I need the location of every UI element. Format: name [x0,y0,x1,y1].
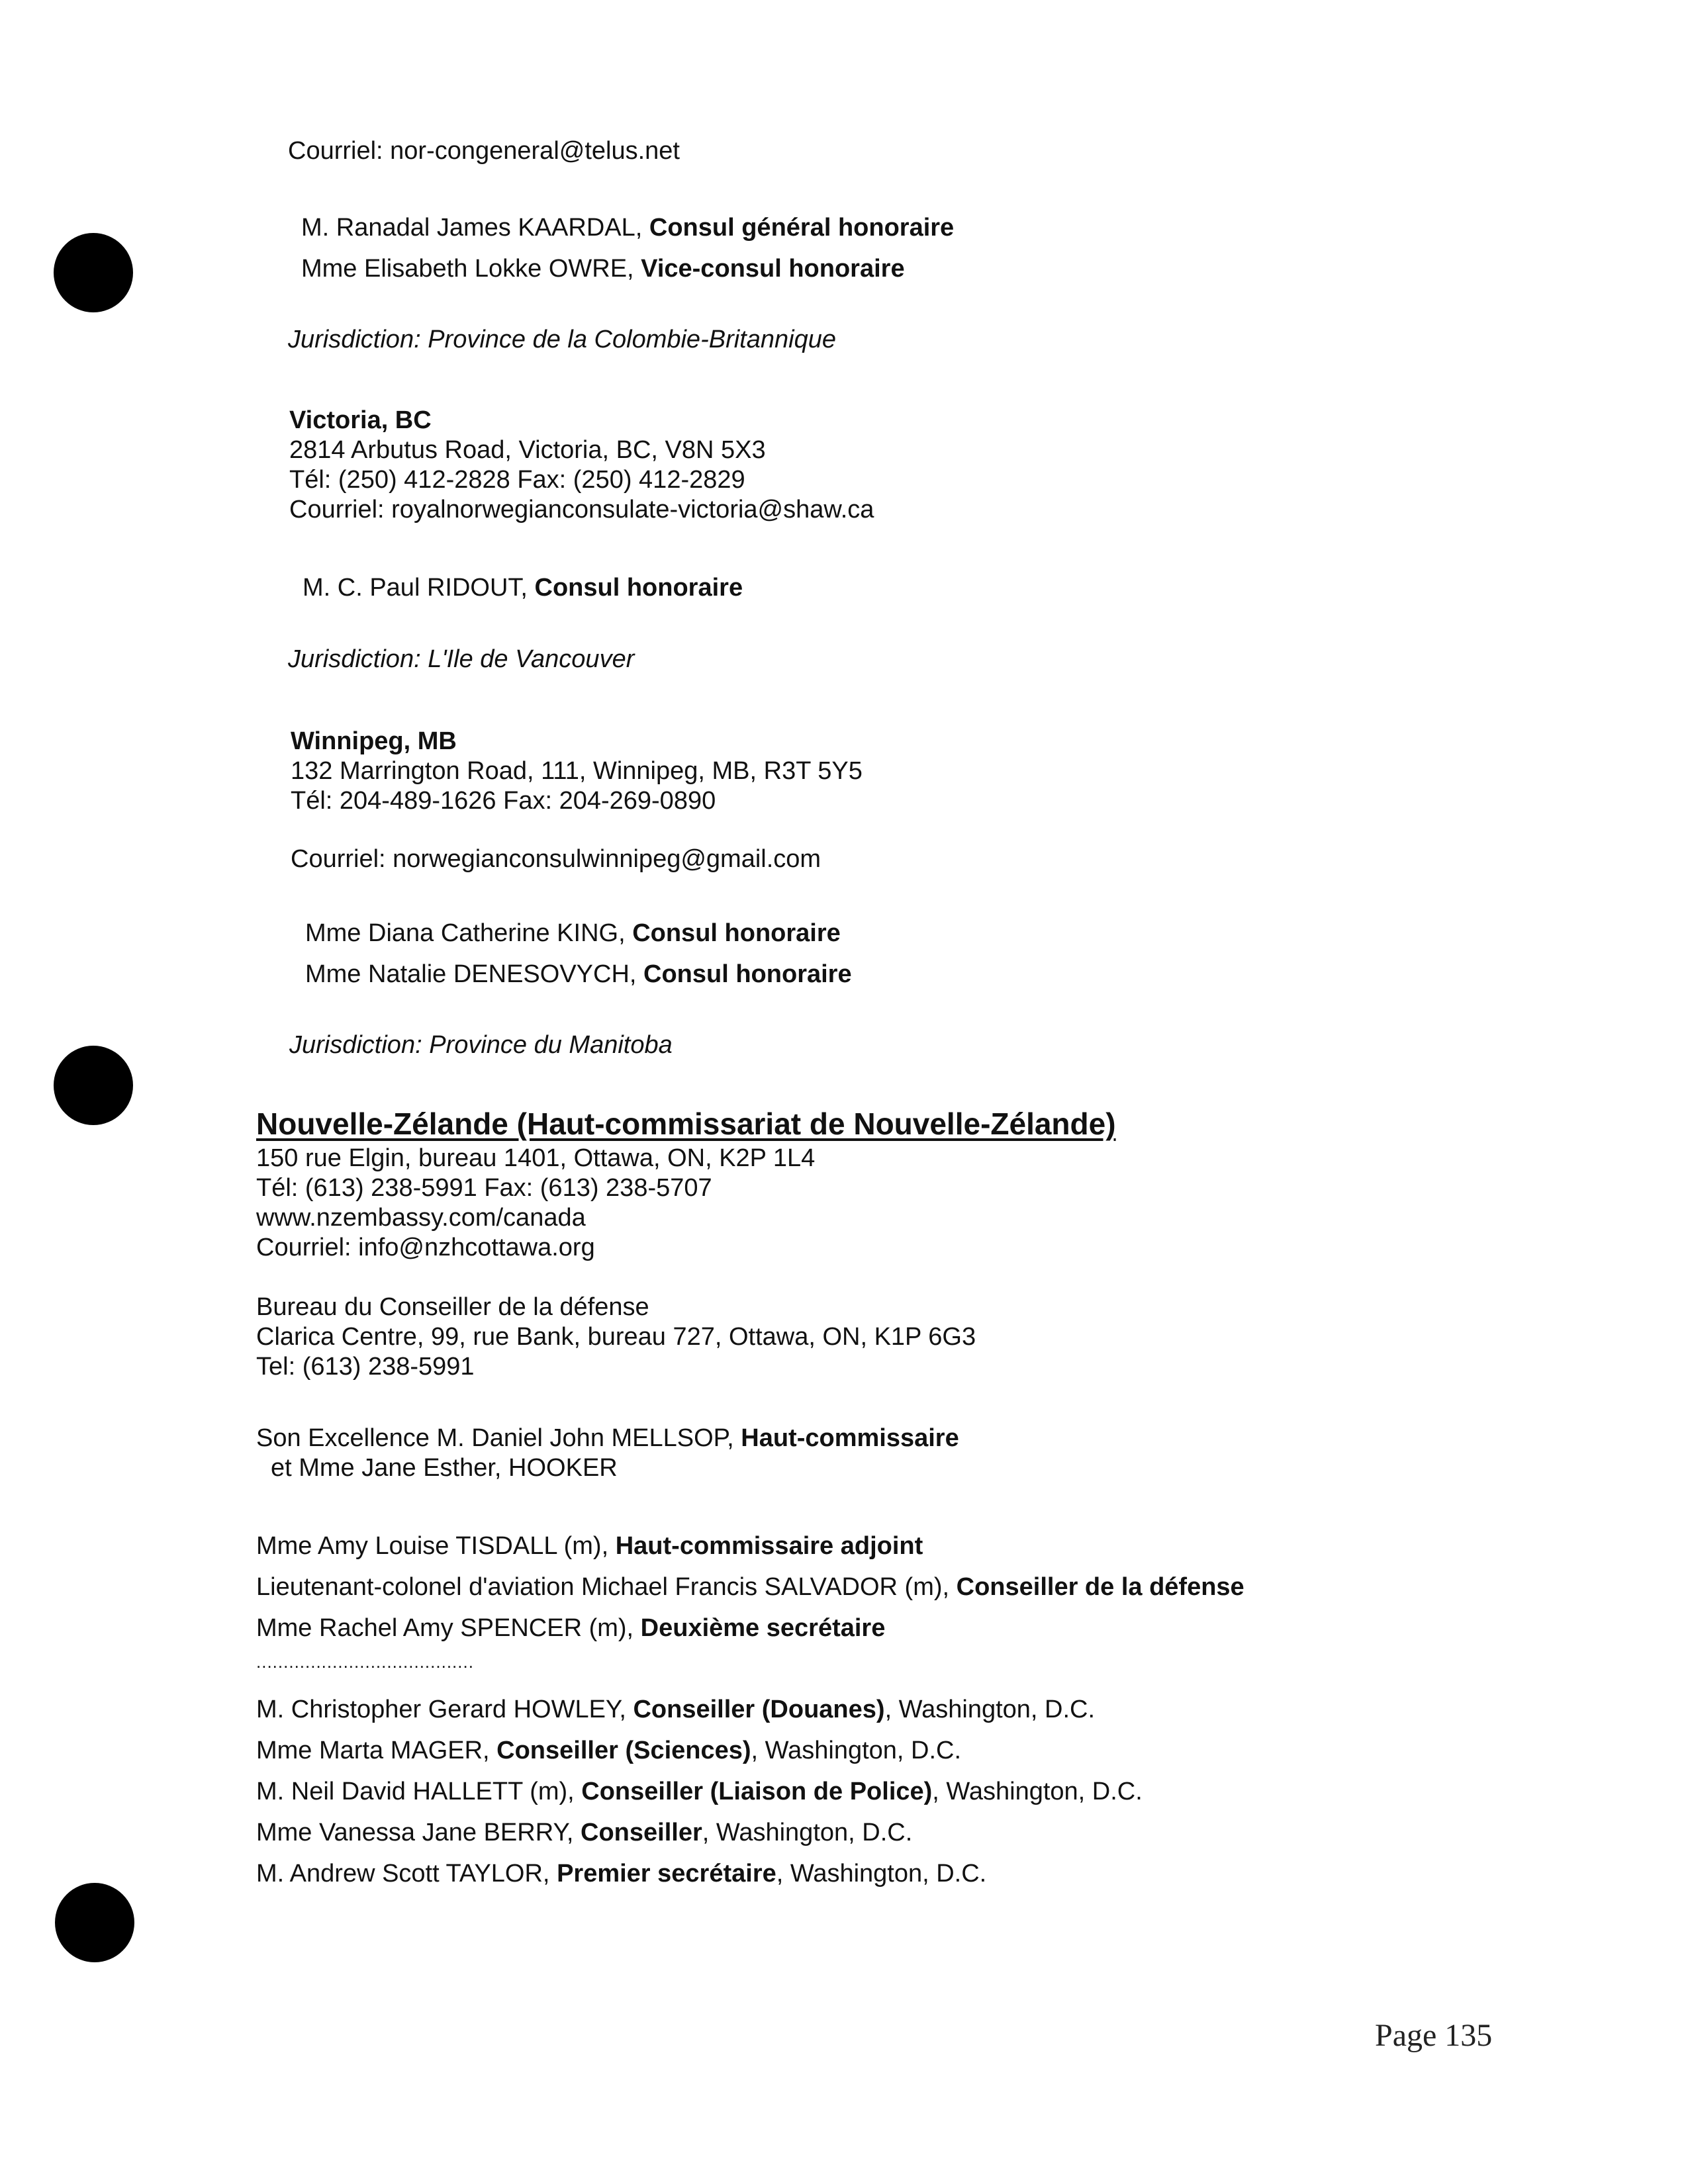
staff-name: Mme Natalie DENESOVYCH, [305,960,644,988]
staff-line [256,1572,1244,1602]
vancouver-jurisdiction: Jurisdiction: Province de la Colombie-Britannique [288,326,836,353]
staff-name: M. Andrew Scott TAYLOR, [256,1860,557,1888]
staff-line [301,212,954,243]
victoria-city-heading: Victoria, BC [289,406,432,434]
head-of-mission-spouse: et Mme Jane Esther, HOOKER [271,1454,618,1482]
new-zealand-heading: Nouvelle-Zélande (Haut-commissariat de Nouvelle-Zélande) [256,1107,1116,1141]
washington-staff-line [256,1735,961,1766]
staff-title: Conseiller (Sciences) [496,1737,751,1764]
head-of-mission-line [256,1423,959,1453]
staff-name: Mme Diana Catherine KING, [305,919,633,947]
staff-name: Mme Elisabeth Lokke OWRE, [301,255,641,283]
victoria-email: Courriel: royalnorwegianconsulate-victoria@shaw.ca [289,496,874,523]
staff-title: Consul honoraire [632,919,841,947]
binder-hole-bottom [55,1883,134,1962]
staff-title: Haut-commissaire adjoint [615,1532,923,1560]
winnipeg-email: Courriel: norwegianconsulwinnipeg@gmail.com [291,845,821,873]
nz-email: Courriel: info@nzhcottawa.org [256,1234,595,1261]
victoria-address: 2814 Arbutus Road, Victoria, BC, V8N 5X3 [289,436,766,464]
washington-staff-line [256,1817,912,1848]
staff-name: M. Neil David HALLETT (m), [256,1778,582,1805]
staff-name: Mme Vanessa Jane BERRY, [256,1819,581,1846]
staff-location: , Washington, D.C. [884,1696,1096,1723]
staff-line [305,918,841,948]
defense-office-name: Bureau du Conseiller de la défense [256,1293,649,1321]
nz-phone: Tél: (613) 238-5991 Fax: (613) 238-5707 [256,1174,712,1202]
staff-title: Conseiller [581,1819,702,1846]
staff-location: , Washington, D.C. [932,1778,1143,1805]
head-of-mission-name: Son Excellence M. Daniel John MELLSOP, [256,1424,741,1452]
binder-hole-top [54,233,133,312]
staff-title: Consul honoraire [643,960,852,988]
defense-office-phone: Tel: (613) 238-5991 [256,1353,475,1381]
washington-staff-line [256,1694,1095,1725]
staff-line [256,1613,885,1643]
staff-title: Conseiller (Liaison de Police) [581,1778,933,1805]
page-number: Page 135 [1375,2018,1493,2053]
staff-title: Conseiller (Douanes) [633,1696,885,1723]
staff-title: Consul honoraire [534,574,743,602]
staff-title: Consul général honoraire [649,214,955,242]
staff-line [301,253,905,284]
staff-location: , Washington, D.C. [776,1860,987,1888]
vancouver-email: Courriel: nor-congeneral@telus.net [288,137,680,165]
dotted-separator: ........................................ [256,1652,474,1672]
nz-address: 150 rue Elgin, bureau 1401, Ottawa, ON, K2P 1L4 [256,1144,816,1172]
victoria-phone: Tél: (250) 412-2828 Fax: (250) 412-2829 [289,466,745,494]
staff-name: Lieutenant-colonel d'aviation Michael Francis SALVADOR (m), [256,1573,957,1601]
head-of-mission-title: Haut-commissaire [741,1424,959,1452]
winnipeg-address: 132 Marrington Road, 111, Winnipeg, MB, R3T 5Y5 [291,757,863,785]
staff-title: Deuxième secrétaire [640,1614,886,1642]
staff-name: M. Ranadal James KAARDAL, [301,214,649,242]
staff-line [303,572,743,603]
staff-title: Vice-consul honoraire [641,255,905,283]
winnipeg-phone: Tél: 204-489-1626 Fax: 204-269-0890 [291,787,716,815]
staff-location: , Washington, D.C. [751,1737,962,1764]
washington-staff-line [256,1776,1143,1807]
staff-line [305,959,852,989]
staff-name: Mme Marta MAGER, [256,1737,497,1764]
staff-name: Mme Rachel Amy SPENCER (m), [256,1614,641,1642]
washington-staff-line [256,1858,986,1889]
staff-name: M. C. Paul RIDOUT, [303,574,535,602]
staff-name: Mme Amy Louise TISDALL (m), [256,1532,616,1560]
nz-website: www.nzembassy.com/canada [256,1204,586,1232]
winnipeg-city-heading: Winnipeg, MB [291,727,457,755]
staff-title: Conseiller de la défense [956,1573,1244,1601]
staff-name: M. Christopher Gerard HOWLEY, [256,1696,633,1723]
binder-hole-middle [54,1046,133,1125]
victoria-jurisdiction: Jurisdiction: L'Ile de Vancouver [288,645,635,673]
staff-title: Premier secrétaire [557,1860,776,1888]
staff-line [256,1531,923,1561]
staff-location: , Washington, D.C. [702,1819,913,1846]
winnipeg-jurisdiction: Jurisdiction: Province du Manitoba [289,1031,673,1059]
defense-office-address: Clarica Centre, 99, rue Bank, bureau 727, Ottawa, ON, K1P 6G3 [256,1323,976,1351]
